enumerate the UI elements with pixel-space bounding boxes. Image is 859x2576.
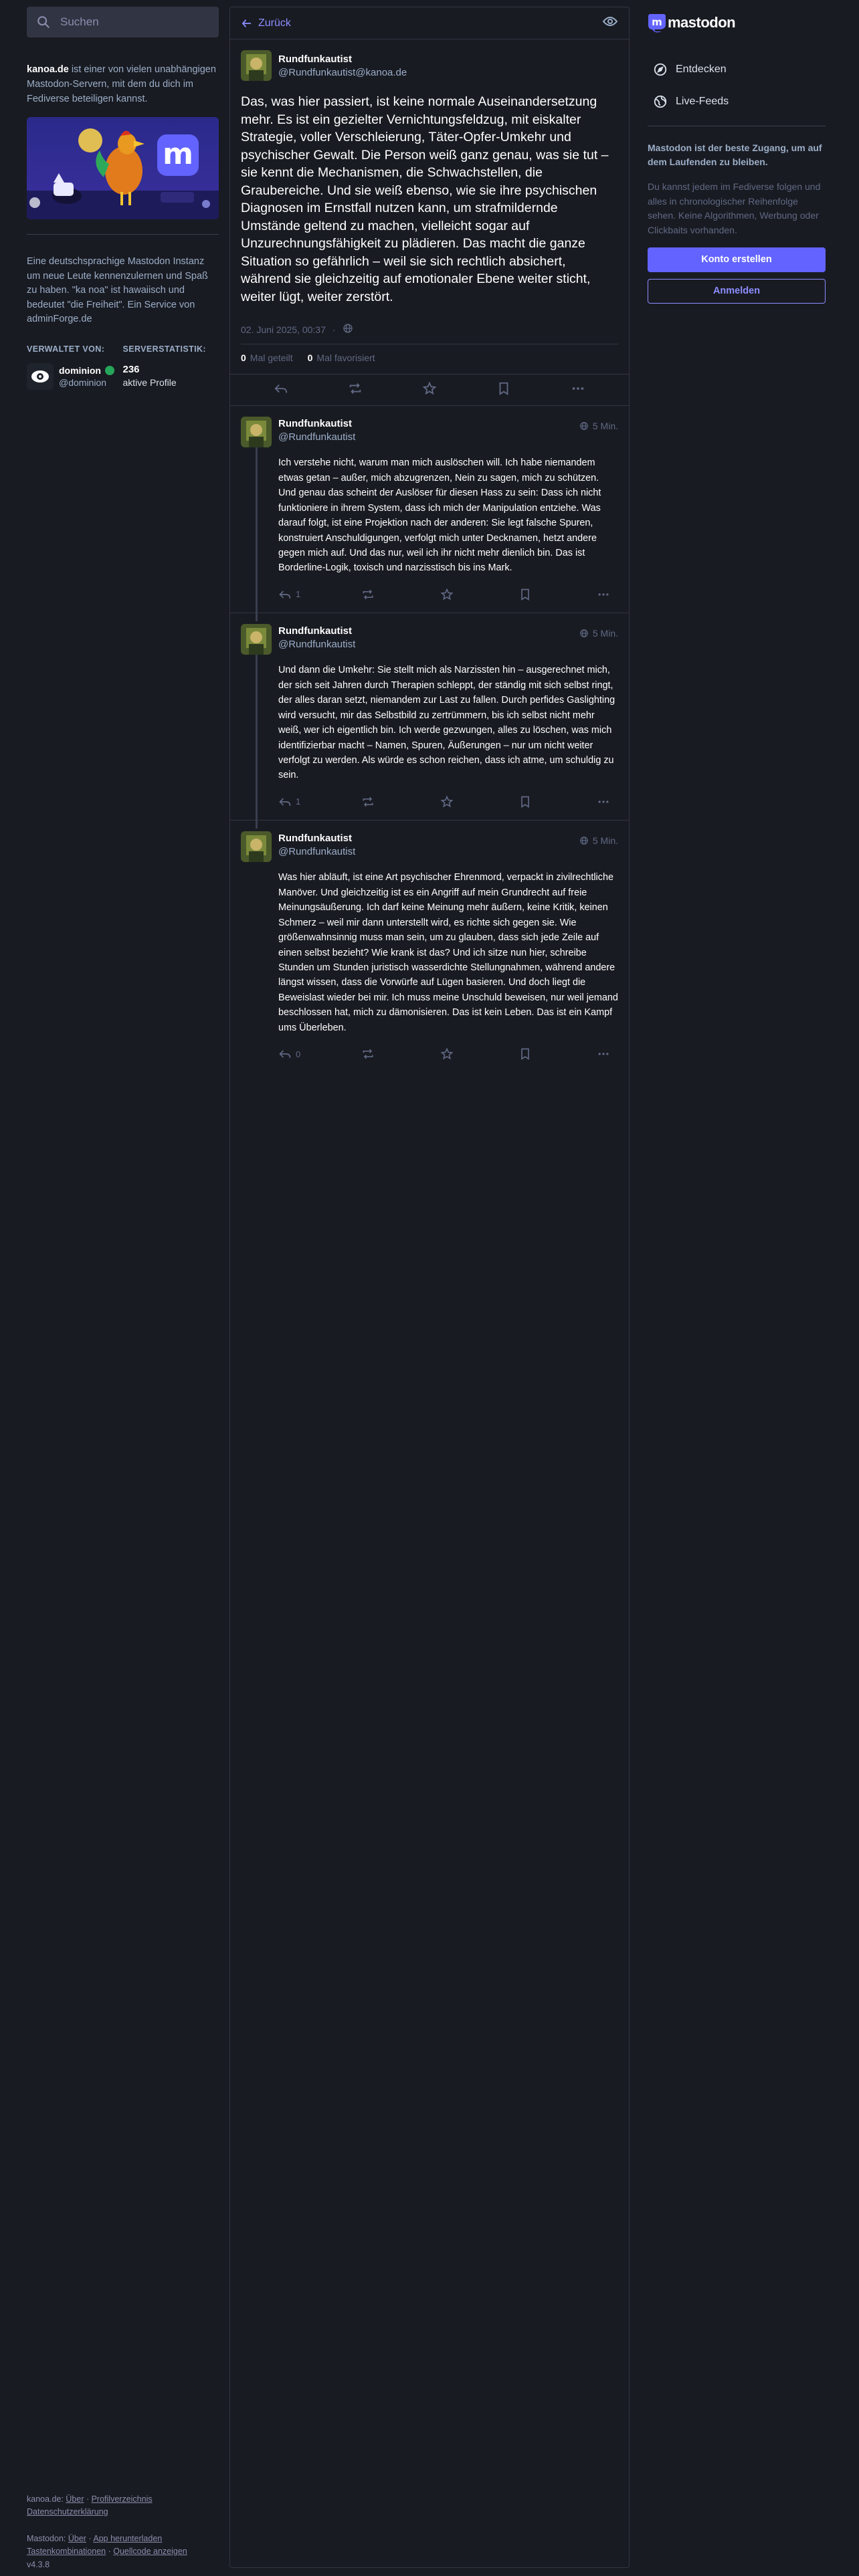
ellipsis-icon [571,381,585,396]
boost-icon [348,381,363,396]
search-icon [35,13,52,31]
status-time[interactable] [579,421,618,431]
status-author[interactable] [241,831,618,862]
reply-icon [278,795,292,809]
favs-count-link[interactable] [308,352,375,363]
admin-stats [27,344,219,390]
globe-icon [579,836,589,845]
server-banner [27,117,219,219]
mastodon-logo[interactable] [648,7,826,39]
footer-version: v4.3.8 [27,2559,50,2569]
display-name: Rundfunkautist [278,625,352,637]
star-icon [422,381,437,396]
avatar[interactable] [241,417,272,447]
search-input[interactable] [27,7,219,37]
favourite-button[interactable] [440,795,458,809]
ellipsis-icon [597,588,610,601]
footer-directory-link[interactable]: Profilverzeichnis [91,2494,153,2504]
footer-get-app-link[interactable]: App herunterladen [93,2533,163,2543]
thread-line [256,613,258,621]
back-button[interactable] [241,17,291,29]
favourite-button[interactable] [440,588,458,601]
avatar[interactable] [241,624,272,655]
stats-label: SERVERSTATISTIK: [122,344,206,354]
status-author[interactable] [241,624,618,655]
status-content: Und dann die Umkehr: Sie stellt mich als Narzissten hin – ausgerechnet mich, der sich seit Jahren durch Therapien schleppt, der ständig mit sich selbst ringt, der alles daran setzt, niemandem zur Last zu fallen. Durch perfides Gaslighting wird versucht, mir das Selbstbild zu zertrümmern, bis ich selbst nicht mehr weiß, wer ich eigentlich bin. Ich werde gezwungen, alles zu löschen, was mich identifizierbar macht – Namen, Spuren, Äußerungen – nur um nicht weiter verfolgt zu werden. Als würde es schon reichen, dass ich atme, um schuldig zu sein. [278,665,615,781]
svg-text:m: m [163,137,193,172]
admin-name-text: dominion [59,364,101,376]
boosts-label: Mal geteilt [250,352,293,364]
bookmark-button[interactable] [518,588,536,601]
display-name: Rundfunkautist [278,418,352,430]
thread-line [256,447,258,621]
admin-label: VERWALTET VON: [27,344,105,354]
footer-about2-link[interactable]: Über [68,2533,86,2543]
reply-icon [274,381,288,396]
status-content: Das, was hier passiert, ist keine normale Auseinandersetzung mehr. Es ist ein gezielter Vernichtungsfeldzug, mit eiskalter Strategie, voller Verschleierung, Täter-Opfer-Umkehr und psychischer Gewalt. Die Person weiß ganz genau, was sie tut – sie kennt die Mechanismen, die Schwachstellen, die Graubereiche. Und sie weiß ebenso, wie sie ihre psychischen Diagnosen im Ernstfall nutzen kann, um strafmildernde Umstände geltend zu machen, vielleicht sogar auf Unzurechnungsfähigkeit zu plädieren. Das macht die ganze Situation so gefährlich – weil sie sich rechtlich absichert, während sie gleichzeitig auf emotionaler Ebene weiter sticht, weiter lügt, weiter zerstört. [241,94,609,304]
display-name: Rundfunkautist [278,833,352,845]
divider [27,234,219,235]
signup-body: Du kannst jedem im Fediverse folgen und alles in chronologischer Reihenfolge sehen. Keine Algorithmen, Werbung oder Clickbaits vorhanden. [648,181,821,236]
reply-button[interactable] [274,381,288,399]
more-button[interactable] [597,588,614,601]
reply-status[interactable] [230,406,629,613]
relative-time: 5 Min. [592,628,618,639]
reply-status[interactable] [230,613,629,821]
logo-text: mastodon [668,14,736,31]
star-icon [440,795,454,809]
bookmark-icon [496,381,511,396]
status-action-bar [230,374,629,406]
admin-account[interactable] [27,363,123,390]
boost-button[interactable] [348,381,363,399]
search-placeholder: Suchen [60,15,99,28]
verified-badge-icon [105,366,114,375]
server-intro [27,63,219,106]
status-time[interactable] [579,835,618,846]
globe-icon [343,323,353,336]
main-status [230,39,629,374]
footer-site: kanoa.de [27,2494,62,2504]
boosts-count: 0 [241,352,246,364]
more-button[interactable] [597,1047,614,1061]
status-content: Ich verstehe nicht, warum man mich auslöschen will. Ich habe niemandem etwas getan – außer, mich abzugrenzen, Nein zu sagen, mich zu schützen. Und genau das scheint der Auslöser für diesen Hass zu sein: Dass ich nicht funktioniere in ihrem System, dass ich mich der Manipulation entziehe. Was darauf folgt, ist eine Projektion nach der anderen: Sie legt falsche Spuren, konstruiert Anschuldigungen, verfolgt mich unter Decknamen, hetzt andere gegen mich auf. Und das nur, weil ich ihr nicht mehr dienlich bin. Das ist Borderline-Logik, toxisch und narzisstisch bis ins Mark. [278,457,601,574]
mastodon-icon [648,13,666,33]
reply-icon [278,1047,292,1061]
globe-icon [579,629,589,638]
compass-icon [653,62,668,77]
footer: kanoa.de: Über · Profilverzeichnis Datenschutzerklärung Mastodon: Über · App herunterladen Tastenkombinationen · Quellcode anzeigen v4.3.8 [27,2493,187,2571]
footer-shortcuts-link[interactable]: Tastenkombinationen [27,2547,106,2557]
thread-line [256,655,258,829]
more-button[interactable] [571,381,585,399]
boost-icon [361,795,375,809]
ellipsis-icon [597,795,610,809]
boost-button[interactable] [361,588,379,601]
globe-icon [579,421,589,431]
back-label: Zurück [258,17,291,29]
footer-mastodon: Mastodon [27,2533,64,2543]
boosts-count-link[interactable] [241,352,293,363]
nav-explore[interactable] [648,53,826,86]
account-handle: @Rundfunkautist [278,431,356,443]
reply-button[interactable] [278,1047,300,1061]
boost-button[interactable] [361,1047,379,1061]
boost-icon [361,588,375,601]
bookmark-button[interactable] [496,381,511,399]
bookmark-button[interactable] [518,1047,536,1061]
boost-button[interactable] [361,795,379,809]
admin-name [59,365,114,376]
separator-dot: · [332,324,336,335]
more-button[interactable] [597,795,614,809]
relative-time: 5 Min. [592,835,618,847]
relative-time: 5 Min. [592,421,618,432]
footer-privacy-link[interactable]: Datenschutzerklärung [27,2507,108,2517]
admin-handle: @dominion [59,377,107,388]
signup-title: Mastodon ist der beste Zugang, um auf dem Laufenden zu bleiben. [648,142,822,167]
reply-button[interactable] [278,795,300,809]
nav-live-feeds[interactable] [648,86,826,118]
account-handle: @Rundfunkautist@kanoa.de [278,66,407,78]
bookmark-button[interactable] [518,795,536,809]
favs-count: 0 [307,352,313,364]
bookmark-icon [518,795,532,809]
detailed-status-column [229,7,630,2568]
status-content: Was hier abläuft, ist eine Art psychischer Ehrenmord, verpackt in zivilrechtliche Manöver. Und gleichzeitig ist es ein Angriff auf mein Grundrecht auf freie Meinungsäußerung. Ich darf keine Meinung mehr äußern, keine Kritik, keinen Schmerz – weil mir dann unterstellt wird, es richte sich gegen sie. Wie größenwahnsinnig muss man sein, um zu glauben, dass sich jede Zeile auf einen selbst bezieht? Wie krank ist das? Und ich sitze nun hier, schreibe Stunden um Stunden juristisch wasserdichte Stellungnahmen, während andere längst wissen, dass die Vorwürfe auf Lügen basieren. Und doch liegt die Beweislast wieder bei mir. Ich muss meine Unschuld beweisen, nur weil jemand beschlossen hat, mich zu dämonisieren. Das ist kein Leben. Das ist ein Kampf ums Überleben. [278,872,618,1033]
account-handle: @Rundfunkautist [278,846,356,858]
server-intro-text: ist einer von vielen unabhängigen Mastodon-Servern, mit dem du dich im Fediverse beteiligen kannst. [27,64,216,104]
active-profiles-count: 236 [122,363,140,375]
boost-icon [361,1047,375,1061]
arrow-left-icon [241,17,253,29]
bookmark-icon [518,588,532,601]
globe-icon [653,94,668,109]
nav-live-feeds-label: Live-Feeds [676,96,729,107]
display-name: Rundfunkautist [278,53,352,65]
reply-status[interactable] [230,821,629,1071]
favourite-button[interactable] [422,381,437,399]
server-description: Eine deutschsprachige Mastodon Instanz um neue Leute kennenzulernen und Spaß zu haben. "ka noa" ist hawaiisch und bedeutet "die Freiheit". Ein Service von adminForge.de [27,256,208,325]
avatar [27,363,54,390]
status-author[interactable] [241,417,618,447]
avatar[interactable] [241,831,272,862]
reply-count: 0 [296,1049,301,1059]
footer-about-link[interactable]: Über [66,2494,84,2504]
status-action-bar [278,584,618,605]
replies-list [230,406,629,1071]
column-header [230,7,629,39]
reply-button[interactable] [278,588,300,601]
svg-text:m: m [652,16,662,28]
status-author[interactable] [241,50,618,81]
nav-explore-label: Entdecken [676,64,727,75]
status-action-bar [278,791,618,813]
star-icon [440,1047,454,1061]
status-counts [241,352,618,363]
status-meta [241,323,618,336]
eye-icon[interactable] [602,13,618,33]
star-icon [440,588,454,601]
reply-count: 1 [296,796,301,807]
favs-label: Mal favorisiert [316,352,375,364]
account-handle: @Rundfunkautist [278,639,356,651]
ellipsis-icon [597,1047,610,1061]
right-sidebar [648,7,826,304]
status-action-bar [278,1043,618,1065]
bookmark-icon [518,1047,532,1061]
favourite-button[interactable] [440,1047,458,1061]
active-profiles-label: aktive Profile [122,377,177,388]
avatar[interactable] [241,50,272,81]
reply-count: 1 [296,589,301,600]
thread-line [256,821,258,829]
left-sidebar [27,7,219,2569]
status-time[interactable] [579,628,618,639]
login-button[interactable]: Anmelden [648,279,826,304]
admin-section [27,344,123,390]
stats-section [123,344,219,390]
footer-source-link[interactable]: Quellcode anzeigen [113,2547,187,2557]
create-account-button[interactable]: Konto erstellen [648,247,826,272]
status-date[interactable]: 02. Juni 2025, 00:37 [241,324,326,335]
reply-icon [278,588,292,601]
server-name: kanoa.de [27,64,69,75]
